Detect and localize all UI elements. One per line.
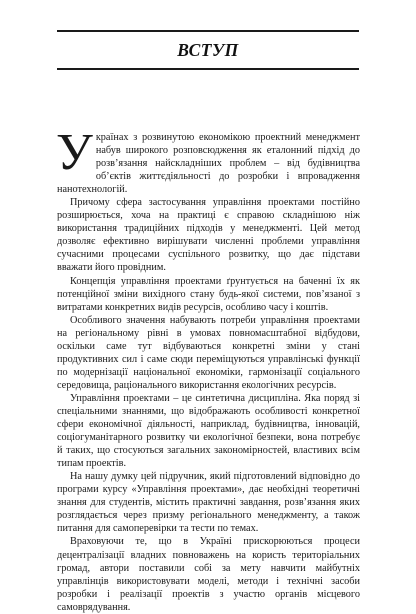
paragraph-1 — [56, 124, 360, 196]
page-title: ВСТУП — [177, 39, 239, 60]
title-band — [57, 30, 359, 70]
paragraph-6: На нашу думку цей підручник, який підготовлений відповідно до програми курсу «Управління проектами», дає необхідні теоретичні знання для студентів, містить практичні завдання, розв’язання яких розглядається через призму регіонального менеджменту, а також питання для самоперевірки та тести по темах. — [57, 471, 360, 535]
paragraph-5: Управління проектами – це синтетична дисципліна. Яка поряд зі спеціальними знаннями, що відображають особливості конкретної сфери економічної діяльності, наприклад, будівництва, інновацій, соціогуманітарного розвитку чи екологічної безпеки, вона потребує й таких, що стосуються загальних закономірностей, властивих всім типам проектів. — [57, 392, 360, 470]
paragraph-1-text: країнах з розвинутою економікою проектний менеджмент набув широкого розповсюдження як еталонний підхід до розв’язання найскладніших проблем – від будівництва об’єктів життєдіяльності до розробки і впровадження нанотехнологій. — [57, 132, 360, 196]
drop-cap-letter: У — [56, 124, 93, 181]
paragraph-2: Причому сфера застосування управління проектами постійно розширюється, хоча на практиці є справою складнішою ніж використання традиційних підходів у менеджменті. Цей метод дозволяє ефективно вирішувати численні проблеми управління сучасними процесами суспільного розвитку, що дає підстави вважати його провідним. — [57, 197, 360, 274]
introduction-body — [56, 124, 360, 614]
paragraph-4: Особливого значення набувають потреби управління проектами на регіональному рівні в умовах повномасштабної відбудови, оскільки саме тут відбуваються конкретні зміни у стані продуктивних сил і саме сюди переміщуються управлінські функції по модернізації національної економіки, гармонізації соціального середовища, раціонального використання екологічних ресурсів. — [57, 314, 360, 391]
paragraph-3: Концепція управління проектами ґрунтується на баченні їх як потенційної зміни вихідного стану будь-якої системи, пов’язаної з витратами конкретних видів ресурсів, особливо часу і коштів. — [57, 275, 360, 313]
paragraph-7: Враховуючи те, що в Україні прискорюються процеси децентралізації владних повноважень на користь територіальних громад, автори поставили собі за мету навчити майбутніх управлінців використовувати моделі, методи і технічні засоби розробки і реалізації проектів з участю органів місцевого самоврядування. — [57, 536, 360, 613]
